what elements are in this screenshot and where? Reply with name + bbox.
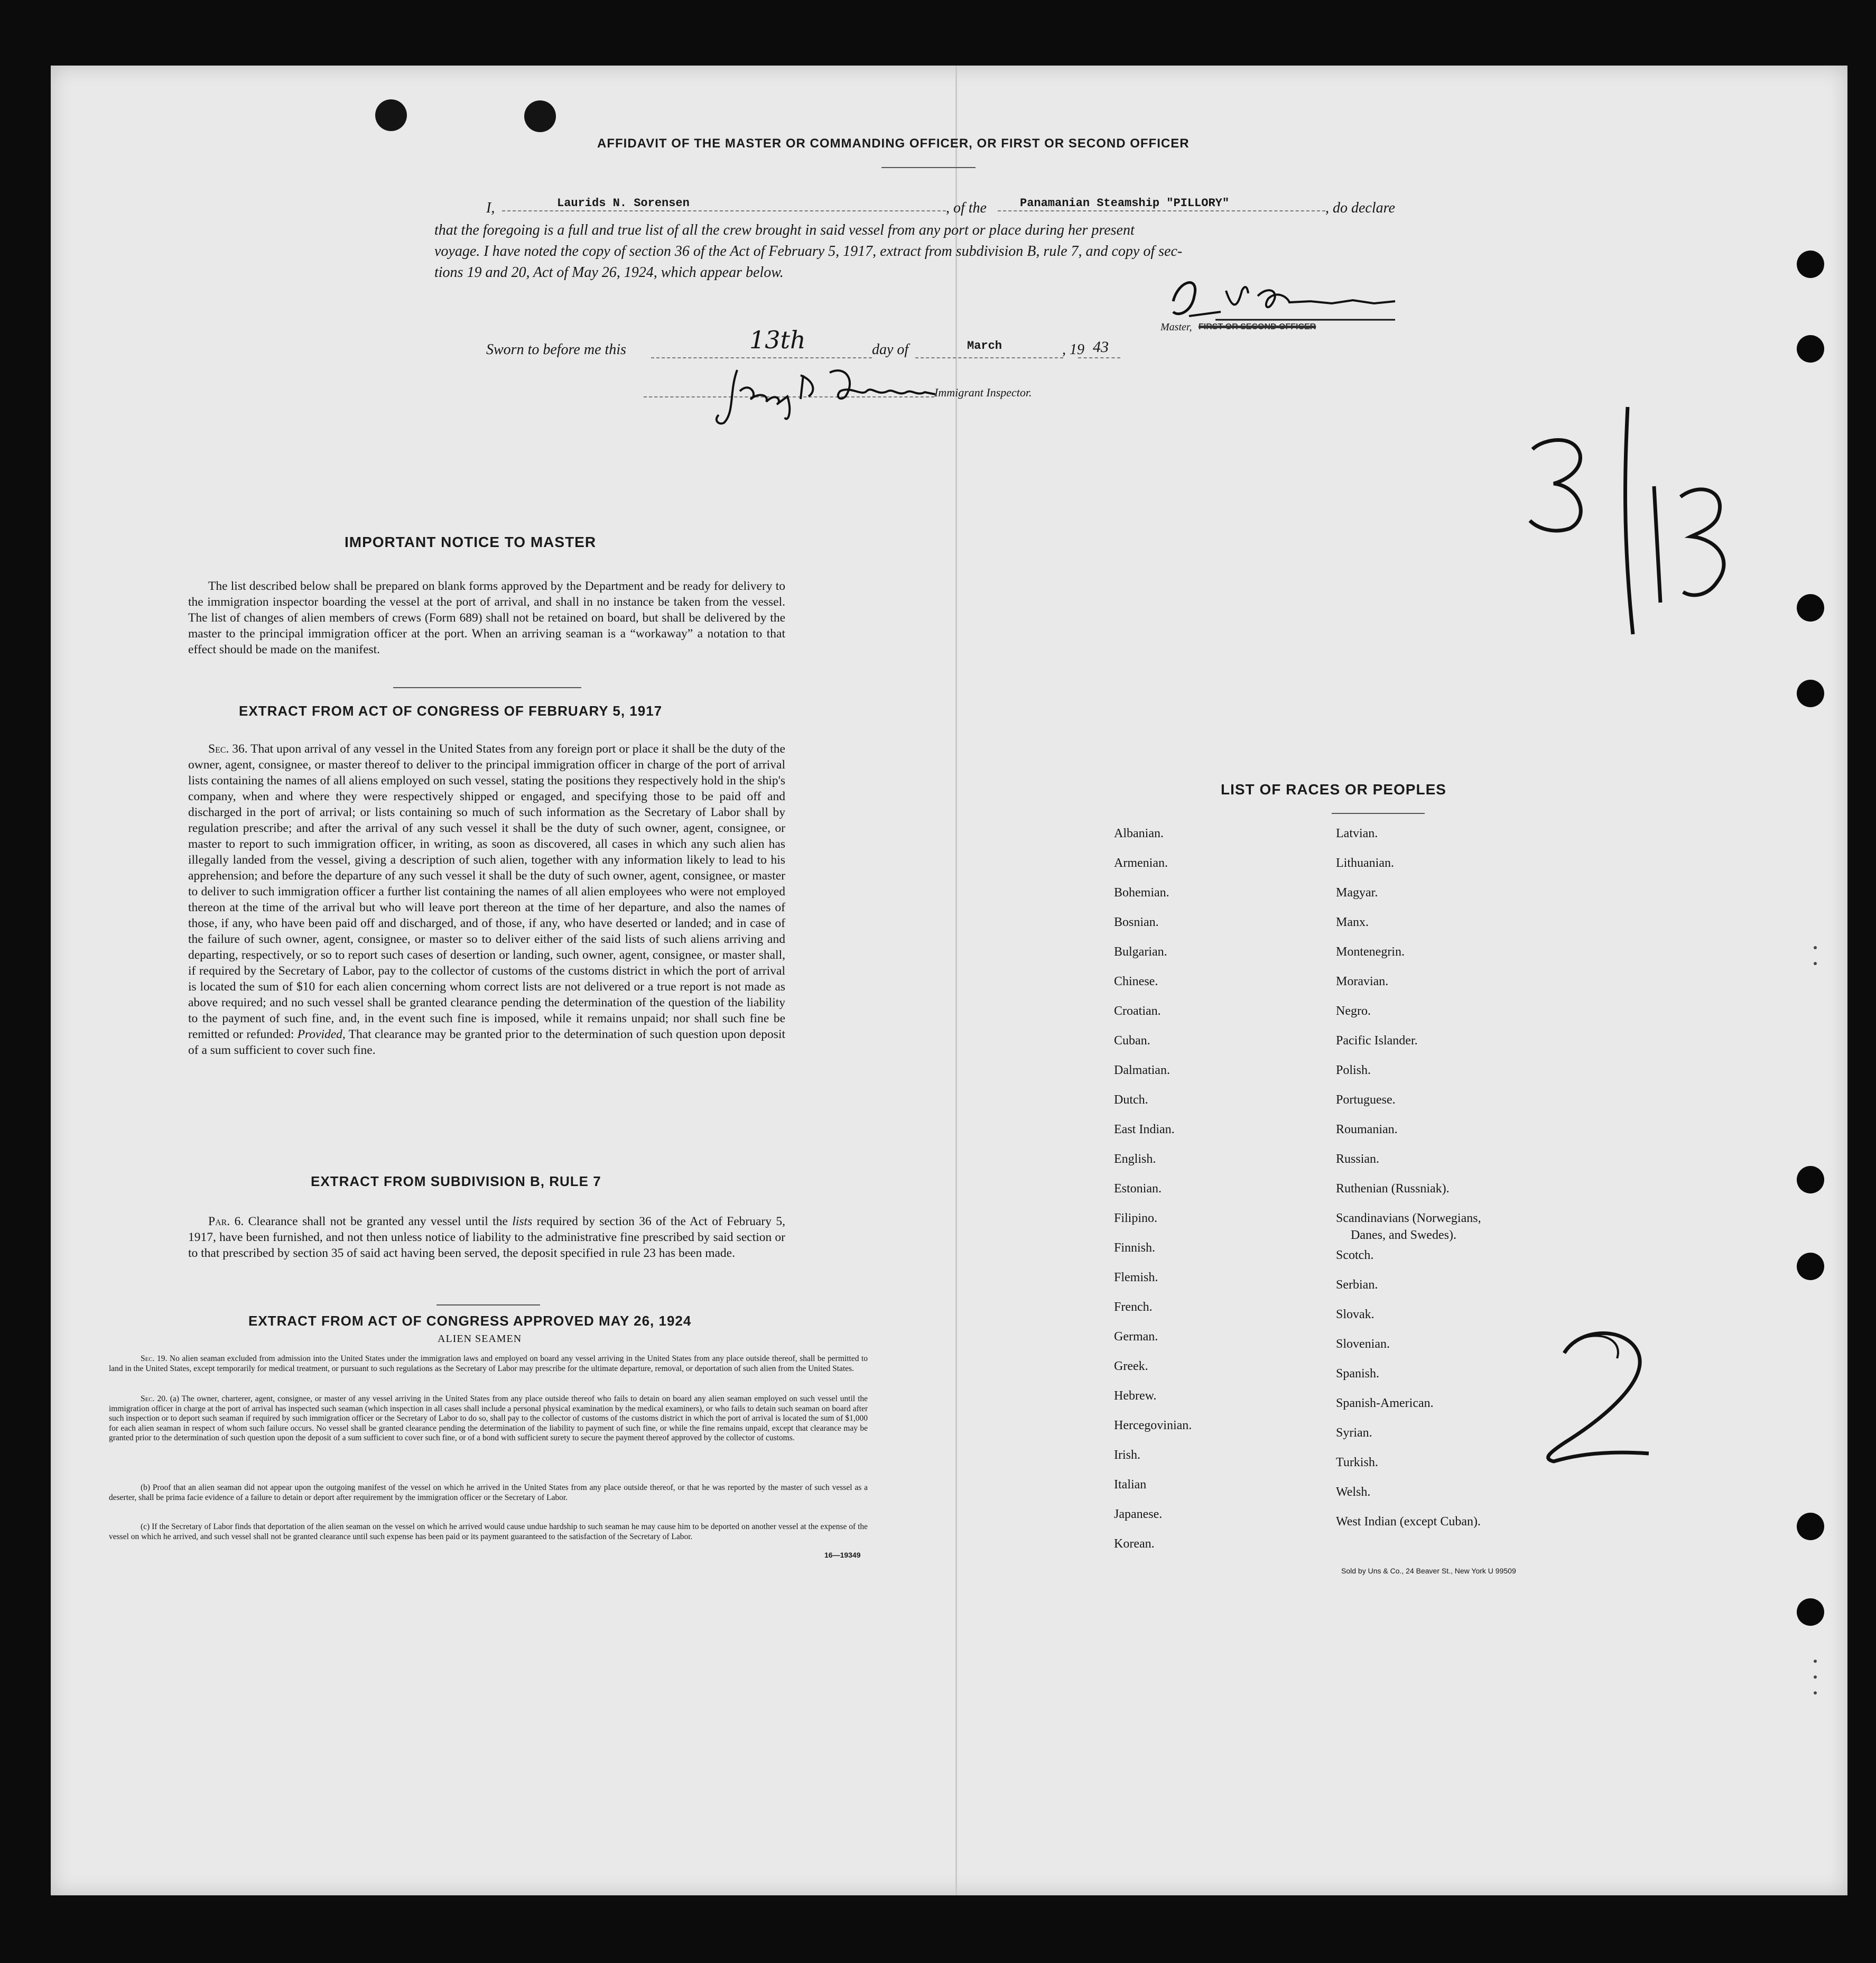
race-item: Magyar. (1336, 886, 1378, 900)
handwritten-page-mark (1522, 402, 1744, 650)
race-item: Hercegovinian. (1114, 1419, 1192, 1432)
master-label: Master, (1160, 321, 1192, 333)
sec-36-body: That upon arrival of any vessel in the United States from any foreign port or place it shall be the duty of the owner, agent, consignee, or master thereof to deliver to the principal immigration officer in charge of the port of arrival lists containing the names of all aliens employed on such vessel, stating the positions they respectively hold in the ship's company, when and where they were respectively shipped or engaged, and specifying those to be paid off and discharged in the port of arrival; or lists containing so much of such information as the Secretary of Labor shall by regulation prescribe; and after the arrival of any such vessel it shall be the duty of such owner, agent, consignee, or master to report to such immigration officer, in writing, as soon as discovered, all cases in which any such alien has illegally landed from the vessel, giving a description of such alien, together with any information likely to lead to his apprehension; and before the departure of any such vessel it shall be the duty of such owner, agent, consignee, or master to deliver to such immigration officer a further list containing the names of all alien employees who were not employed thereon at the time of the arrival but who will leave port thereon at the time of her departure, and also the names of those, if any, who have been paid off and discharged, and of those, if any, who have deserted or landed; and in case of the failure of such owner, agent, consignee, or master so to deliver either of the said lists of such aliens arriving and departing, respectively, or so to report such cases of desertion or landing, such owner, agent, consignee, or master shall, if required by the Secretary of Labor, pay to the collector of customs of the customs district in which the port of arrival is located the sum of $10 for each alien concerning whom correct lists are not delivered or a true report is not made as above required; and no such vessel shall be granted clearance pending the determination of the question of the liability to the payment of such fine, and, in the event such fine is imposed, while it remains unpaid; nor shall such fine be remitted or refunded: (188, 742, 785, 1041)
race-item: Japanese. (1114, 1507, 1163, 1521)
par-6-label: Par. 6. (208, 1215, 244, 1228)
race-item: Armenian. (1114, 856, 1168, 870)
race-item: Dutch. (1114, 1093, 1148, 1107)
punch-hole (1797, 1253, 1824, 1280)
extract-1917-text (188, 741, 785, 1058)
race-item: Latvian. (1336, 827, 1378, 840)
race-item: Syrian. (1336, 1426, 1372, 1440)
race-item: Pacific Islander. (1336, 1034, 1418, 1048)
race-item: Korean. (1114, 1537, 1155, 1551)
race-item: Flemish. (1114, 1271, 1158, 1284)
race-item: Ruthenian (Russniak). (1336, 1182, 1450, 1196)
affidavit-line-4: tions 19 and 20, Act of May 26, 1924, which appear below. (434, 264, 784, 281)
paper-speck (1814, 1691, 1817, 1695)
punch-hole (524, 100, 556, 132)
sec-20-label: Sec. 20. (141, 1394, 168, 1403)
extract-1924-heading: EXTRACT FROM ACT OF CONGRESS APPROVED MAY 26, 1924 (248, 1313, 692, 1329)
punch-hole (1797, 335, 1824, 363)
notice-heading: IMPORTANT NOTICE TO MASTER (345, 534, 597, 550)
sec-20a-text (109, 1394, 868, 1443)
race-item: Moravian. (1336, 975, 1389, 988)
section-rule (393, 687, 581, 688)
race-item: Italian (1114, 1478, 1147, 1492)
race-item: Slovak. (1336, 1308, 1375, 1321)
race-item: Russian. (1336, 1152, 1380, 1166)
vessel-name: Panamanian Steamship "PILLORY" (1020, 197, 1230, 210)
race-item: Croatian. (1114, 1004, 1161, 1018)
punch-hole (1797, 251, 1824, 278)
paper-speck (1814, 1675, 1817, 1679)
proviso-text: That clearance may be granted prior to the determination of such question upon deposit of a sum sufficient to cover such fine. (188, 1027, 786, 1057)
race-item: Turkish. (1336, 1456, 1378, 1469)
race-item: German. (1114, 1330, 1158, 1344)
of-the-label: , of the (946, 200, 987, 216)
do-declare-label: , do declare (1325, 200, 1395, 216)
rule-7-text-a: Clearance shall not be granted any vessel until the (248, 1215, 508, 1228)
sworn-day-line (651, 357, 872, 358)
sworn-month: March (967, 339, 1002, 353)
notice-text: The list described below shall be prepared on blank forms approved by the Department and be ready for delivery to the immigration inspector boarding the vessel at the port of arrival, and shall in no instance be taken from the vessel. The list of changes of alien members of crews (Form 689) shall not be retained on board, but shall be delivered by the master to the principal immigration officer at the port. When an arriving seaman is a “workaway” a notation to that effect should be made on the manifest. (188, 579, 785, 656)
race-item: Spanish. (1336, 1367, 1380, 1381)
race-item: Cuban. (1114, 1034, 1150, 1048)
race-item: Montenegrin. (1336, 945, 1405, 959)
section-rule (437, 1304, 540, 1305)
page-fold (955, 66, 957, 1895)
inspector-label: Immigrant Inspector. (934, 386, 1032, 399)
affidavit-heading: AFFIDAVIT OF THE MASTER OR COMMANDING OFFICER, OR FIRST OR SECOND OFFICER (597, 136, 1190, 151)
races-heading: LIST OF RACES OR PEOPLES (1221, 781, 1446, 798)
race-item: Bulgarian. (1114, 945, 1167, 959)
sworn-month-line (915, 357, 1063, 358)
race-item: Polish. (1336, 1063, 1371, 1077)
race-item: Slovenian. (1336, 1337, 1390, 1351)
race-item: East Indian. (1114, 1123, 1175, 1136)
inspector-signature (708, 359, 941, 428)
race-item: Spanish-American. (1336, 1396, 1434, 1410)
race-item: Danes, and Swedes). (1351, 1228, 1456, 1242)
race-item: Welsh. (1336, 1485, 1371, 1499)
sec-20a-body: (a) The owner, charterer, agent, consignee, or master of any vessel arriving in the United States from any place outside thereof who fails to detain on board any alien seaman employed on such vessel until the immigration officer in charge at the port of arrival has inspected such seaman (which inspection in all cases shall include a personal physical examination by the medical examiners), or who fails to detain such seaman on board after such inspection or to deport such seaman if required by such immigration officer or the Secretary of Labor to do so, shall pay to the collector of customs of the customs district in which the port of arrival is located the sum of $1,000 for each alien seaman in respect of whom such failure occurs. No vessel shall be granted clearance pending the determination of the liability to payment of such fine, or while the fine remains unpaid, except that clearance may be granted prior to the determination of such question upon the deposit of a sum sufficient to cover such fine, or of a bond with sufficient surety to secure the payment thereof approved by the collector of customs. (109, 1394, 868, 1442)
race-item: Irish. (1114, 1448, 1140, 1462)
rule-7-heading: EXTRACT FROM SUBDIVISION B, RULE 7 (311, 1173, 601, 1189)
sworn-year-prefix: , 19 (1062, 341, 1084, 358)
handwritten-number (1533, 1321, 1670, 1469)
race-item: Scotch. (1336, 1248, 1374, 1262)
master-name: Laurids N. Sorensen (557, 197, 690, 210)
race-item: West Indian (except Cuban). (1336, 1515, 1481, 1529)
races-right-column (1336, 827, 1481, 1544)
vessel-line (998, 210, 1325, 211)
sworn-year-line (1078, 357, 1120, 358)
extract-1917-heading: EXTRACT FROM ACT OF CONGRESS OF FEBRUARY 5, 1917 (239, 703, 663, 719)
lists-word: lists (512, 1215, 533, 1228)
race-item: Manx. (1336, 915, 1369, 929)
alien-seamen-subheading: ALIEN SEAMEN (438, 1333, 522, 1345)
sworn-day: 13th (749, 326, 806, 354)
race-item: Portuguese. (1336, 1093, 1396, 1107)
races-heading-rule (1332, 813, 1425, 814)
race-item: Negro. (1336, 1004, 1371, 1018)
rule-7-text (188, 1214, 785, 1261)
punch-hole (1797, 594, 1824, 622)
day-of-label: day of (872, 341, 909, 358)
rule-7-text-b: required by section 36 of the Act of February 5, 1917, have been furnished, and not then unless notice of liability to the administrative fine prescribed by said section or to that prescribed by section 35 of said act having been served, the deposit specified in rule 23 has been made. (188, 1215, 786, 1260)
master-signature (1163, 270, 1406, 328)
race-item: Roumanian. (1336, 1123, 1398, 1136)
race-item: Chinese. (1114, 975, 1158, 988)
heading-rule (881, 167, 976, 168)
race-item: Filipino. (1114, 1211, 1158, 1225)
punch-hole (1797, 1513, 1824, 1540)
punch-hole (1797, 1166, 1824, 1193)
proviso-label: Provided, (297, 1027, 346, 1041)
sworn-year: 43 (1093, 338, 1109, 356)
printer-credit: Sold by Uns & Co., 24 Beaver St., New York U 99509 (1341, 1567, 1516, 1575)
sec-20b-text: (b) Proof that an alien seaman did not appear upon the outgoing manifest of the vessel on which he arrived in the United States from any place outside thereof, or that he was reported by the master of such vessel as a deserter, shall be prima facie evidence of a failure to detain or deport after requirement by the immigration officer or the Secretary of Labor. (109, 1483, 868, 1502)
punch-hole (375, 99, 407, 131)
master-struck-text: FIRST OR SECOND OFFICER (1199, 322, 1316, 331)
sec-36-label: Sec. 36. (208, 742, 248, 756)
race-item: Dalmatian. (1114, 1063, 1170, 1077)
paper-speck (1814, 946, 1817, 949)
sec-19-text (109, 1354, 868, 1374)
race-item: Scandinavians (Norwegians, (1336, 1211, 1481, 1225)
race-item: Hebrew. (1114, 1389, 1157, 1403)
races-left-column (1114, 827, 1192, 1567)
sworn-label: Sworn to before me this (486, 341, 626, 358)
paper-speck (1814, 962, 1817, 965)
punch-hole (1797, 1598, 1824, 1626)
race-item: English. (1114, 1152, 1156, 1166)
punch-hole (1797, 680, 1824, 707)
affidavit-i-label: I, (486, 200, 495, 216)
race-item: French. (1114, 1300, 1153, 1314)
race-item: Greek. (1114, 1359, 1148, 1373)
race-item: Bosnian. (1114, 915, 1159, 929)
sec-19-label: Sec. 19. (141, 1354, 168, 1363)
affidavit-line-2: that the foregoing is a full and true list of all the crew brought in said vessel from any port or place during her present (434, 222, 1135, 238)
race-item: Estonian. (1114, 1182, 1162, 1196)
race-item: Lithuanian. (1336, 856, 1394, 870)
race-item: Bohemian. (1114, 886, 1169, 900)
name-line (502, 210, 946, 211)
paper-speck (1814, 1660, 1817, 1663)
sec-20c-text: (c) If the Secretary of Labor finds that deportation of the alien seaman on the vessel on which he arrived would cause undue hardship to such seaman he may cause him to be deported on another vessel at the expense of the vessel on which he arrived, and such vessel shall not be granted clearance until such expense has been paid or its payment guaranteed to the satisfaction of the Secretary of Labor. (109, 1522, 868, 1541)
race-item: Serbian. (1336, 1278, 1378, 1292)
affidavit-line-3: voyage. I have noted the copy of section 36 of the Act of February 5, 1917, extract from subdivision B, rule 7, and copy of sec- (434, 243, 1183, 260)
sec-19-body: No alien seaman excluded from admission into the United States under the immigration laws and employed on board any vessel arriving in the United States from any place outside thereof, shall be permitted to land in the United States, except temporarily for medical treatment, or pursuant to such regulations as the Secretary of Labor may prescribe for the ultimate departure, removal, or deportation of such alien from the United States. (109, 1354, 868, 1373)
race-item: Albanian. (1114, 827, 1164, 840)
race-item: Finnish. (1114, 1241, 1156, 1255)
form-number: 16—19349 (824, 1551, 861, 1559)
